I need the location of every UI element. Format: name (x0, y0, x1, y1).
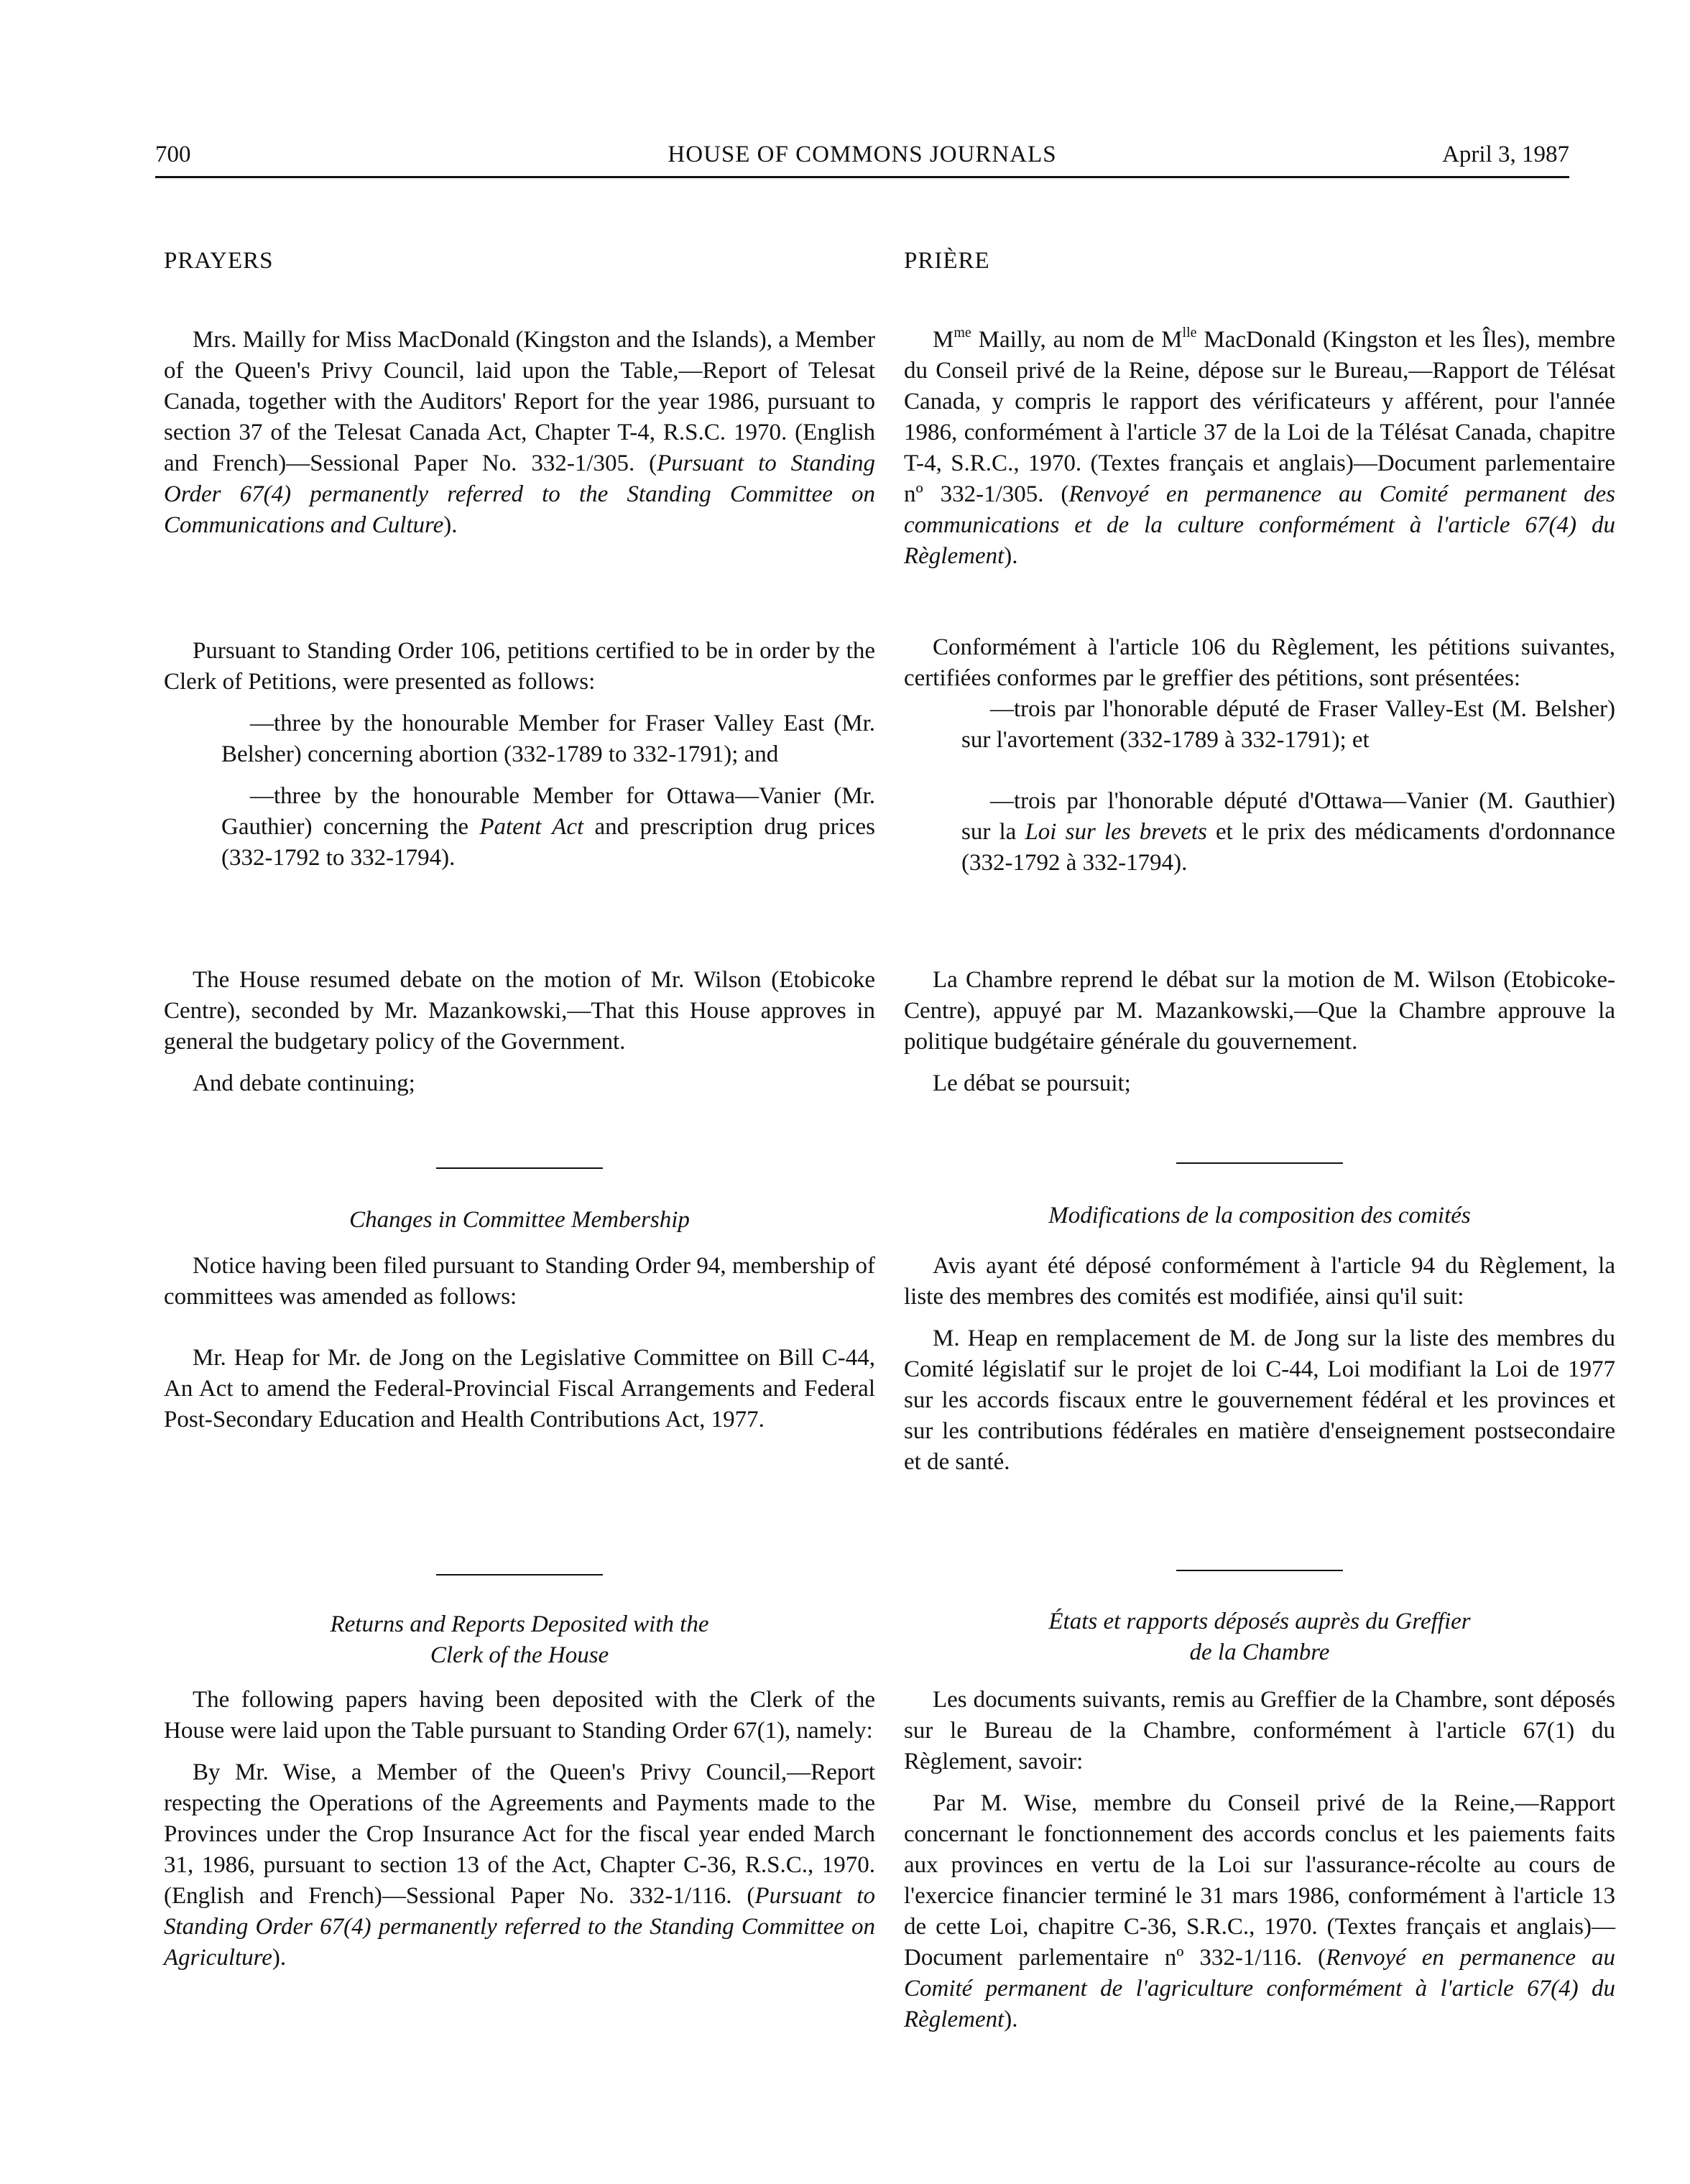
budget-debate-motion: The House resumed debate on the motion of Mr. Wilson (Etobicoke Centre), seconded by Mr. Mazankowski,—That this House approves in general the budgetary policy of the Government. (164, 967, 875, 1055)
priere-heading: PRIÈRE (904, 248, 990, 274)
committee-heading-fr: Modifications de la composition des comités (1048, 1203, 1471, 1228)
committee-notice-fr: Avis ayant été déposé conformément à l'article 94 du Règlement, la liste des membres des comités est modifiée, ainsi qu'il suit: (904, 1253, 1615, 1310)
section-divider (436, 1574, 603, 1575)
petition-item: —three by the honourable Member for Ottawa—Vanier (Mr. Gauthier) concerning the Patent Act and prescription drug prices (332-1792 to 332-1794). (221, 783, 875, 871)
budget-debate-section-fr (904, 965, 1615, 1099)
petition-item: —three by the honourable Member for Fraser Valley East (Mr. Belsher) concerning abortion (332-1789 to 332-1791); and (221, 711, 875, 767)
returns-intro: The following papers having been deposited with the Clerk of the House were laid upon the Table pursuant to Standing Order 67(1), namely: (164, 1687, 875, 1744)
section-divider (1176, 1570, 1343, 1571)
petitions-section-fr (904, 632, 1615, 879)
page-header (155, 142, 1569, 178)
petition-item-fr: —trois par l'honorable député d'Ottawa—Vanier (M. Gauthier) sur la Loi sur les brevets et le prix des médicaments d'ordonnance (332-1792 à 332-1794). (961, 788, 1615, 876)
committee-heading: Changes in Committee Membership (349, 1207, 690, 1233)
debate-continuing: And debate continuing; (193, 1070, 415, 1096)
petitions-intro-fr: Conformément à l'article 106 du Règlement, les pétitions suivantes, certifiées conformes par le greffier des pétitions, sont présentées: (904, 634, 1615, 691)
crop-insurance-report: By Mr. Wise, a Member of the Queen's Privy Council,—Report respecting the Operations of the Agreements and Payments made to the Provinces under the Crop Insurance Act for the fiscal year ended March 31, 1986, pursuant to section 13 of the Act, Chapter C-36, R.S.C., 1970. (English and French)—Sessional Paper No. 332-1/116. (Pursuant to Standing Order 67(4) permanently referred to the Standing Committee on Agriculture). (164, 1759, 875, 1971)
section-divider (436, 1167, 603, 1169)
committee-change-fr: M. Heap en remplacement de M. de Jong sur la liste des membres du Comité législatif sur le projet de loi C-44, Loi modifiant la Loi de 1977 sur les accords fiscaux entre le gouvernement fédéral et les provinces et sur les contributions fédérales en matière d'enseignement postsecondaire et de santé. (904, 1325, 1615, 1475)
returns-heading: Returns and Reports Deposited with the Clerk of the House (330, 1611, 709, 1668)
petition-item-fr: —trois par l'honorable député de Fraser Valley-Est (M. Belsher) sur l'avortement (332-1789 à 332-1791); et (961, 696, 1615, 753)
returns-heading-fr: États et rapports déposés auprès du Greffier de la Chambre (1048, 1609, 1471, 1665)
page-number: 700 (155, 142, 191, 167)
budget-debate-section (164, 965, 875, 1099)
debate-continuing-fr: Le débat se poursuit; (933, 1070, 1131, 1096)
petitions-intro: Pursuant to Standing Order 106, petitions certified to be in order by the Clerk of Petitions, were presented as follows: (164, 638, 875, 695)
returns-intro-fr: Les documents suivants, remis au Greffier de la Chambre, sont déposés sur le Bureau de la Chambre, conformément à l'article 67(1) du Règlement, savoir: (904, 1687, 1615, 1774)
committee-change: Mr. Heap for Mr. de Jong on the Legislative Committee on Bill C-44, An Act to amend the Federal-Provincial Fiscal Arrangements and Federal Post-Secondary Education and Health Contributions Act, 1977. (164, 1345, 875, 1433)
returns-section-fr (904, 1685, 1615, 2035)
petitions-section (164, 636, 875, 874)
returns-section (164, 1685, 875, 1974)
section-divider (1176, 1162, 1343, 1164)
journal-date: April 3, 1987 (1442, 142, 1569, 167)
committee-membership-section (164, 1251, 875, 1435)
committee-notice: Notice having been filed pursuant to Standing Order 94, membership of committees was amended as follows: (164, 1253, 875, 1310)
telesat-report-paragraph: Mrs. Mailly for Miss MacDonald (Kingston and the Islands), a Member of the Queen's Privy Council, laid upon the Table,—Report of Telesat Canada, together with the Auditors' Report for the year 1986, pursuant to section 37 of the Telesat Canada Act, Chapter T-4, R.S.C. 1970. (English and French)—Sessional Paper No. 332-1/305. (Pursuant to Standing Order 67(4) permanently referred to the Standing Committee on Communications and Culture). (164, 327, 875, 538)
telesat-report-paragraph-fr: $M^{me}$ Mailly, au nom de $M^{lle}$ MacDonald (Kingston et les Îles), membre du Conseil privé de la Reine, dépose sur le Bureau,—Rapport de Télésat Canada, y compris le rapport des vérificateurs y afférent, pour l'année 1986, conformément à l'article 37 de la Loi de la Télésat Canada, chapitre T-4, S.R.C., 1970. (Textes français et anglais)—Document parlementaire nº 332-1/305. (Renvoyé en permanence au Comité permanent des communications et de la culture conformément à l'article 67(4) du Règlement). (904, 325, 1616, 569)
budget-debate-motion-fr: La Chambre reprend le débat sur la motion de M. Wilson (Etobicoke-Centre), appuyé par M. Mazankowski,—Que la Chambre approuve la politique budgétaire générale du gouvernement. (904, 967, 1615, 1055)
prayers-heading: PRAYERS (164, 248, 274, 274)
journal-title: HOUSE OF COMMONS JOURNALS (668, 142, 1057, 167)
committee-membership-section-fr (904, 1251, 1615, 1478)
crop-insurance-report-fr: Par M. Wise, membre du Conseil privé de la Reine,—Rapport concernant le fonctionnement des accords conclus et les paiements faits aux provinces en vertu de la Loi sur l'assurance-récolte au cours de l'exercice financier terminé le 31 mars 1986, conformément à l'article 13 de cette Loi, chapitre C-36, S.R.C., 1970. (Textes français et anglais)—Document parlementaire nº 332-1/116. (Renvoyé en permanence au Comité permanent de l'agriculture conformément à l'article 67(4) du Règlement). (904, 1790, 1615, 2032)
